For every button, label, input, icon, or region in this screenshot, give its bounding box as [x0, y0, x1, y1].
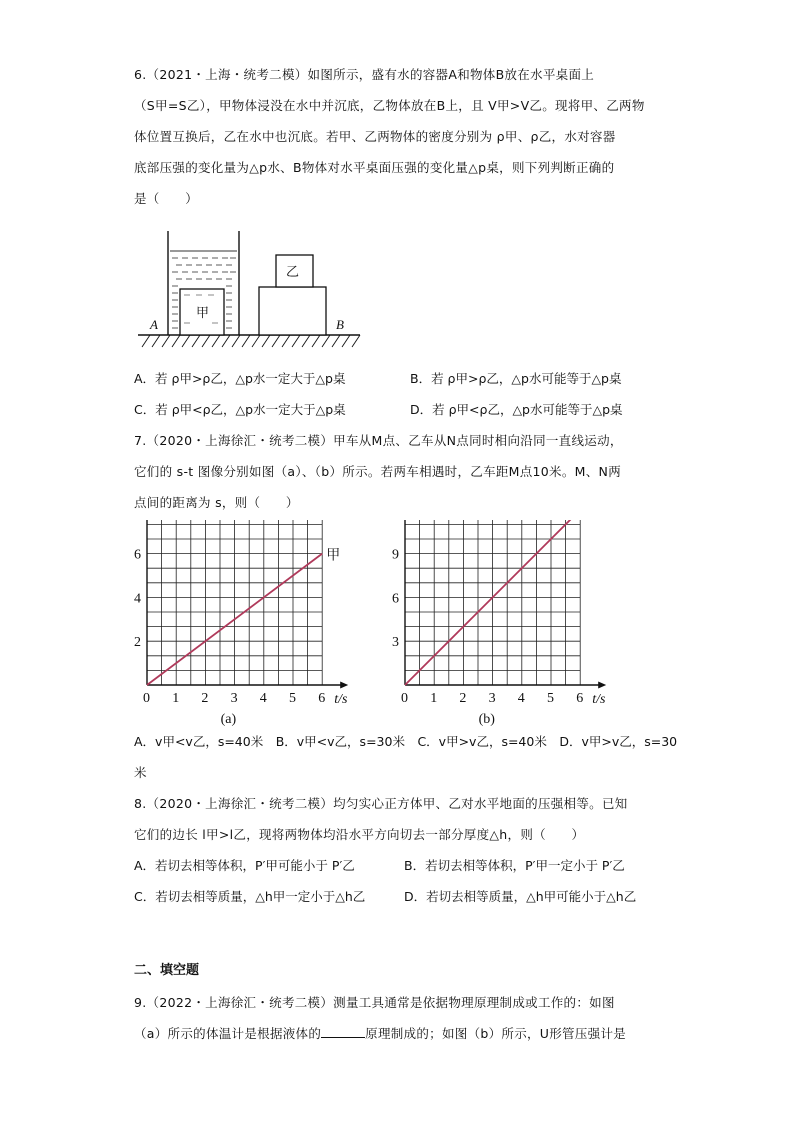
x-tick-label: 3	[488, 691, 496, 706]
y-tick-label: 4	[134, 591, 141, 607]
q6-option-b: B．若 ρ甲>ρ乙，△p水可能等于△p桌	[410, 371, 622, 386]
x-axis-arrow	[598, 682, 606, 689]
q6-line-1: 6.（2021・上海・统考二模）如图所示，盛有水的容器A和物体B放在水平桌面上	[134, 67, 595, 82]
section-title: 二、填空题	[134, 963, 200, 978]
q6-option-c: C．若 ρ甲<ρ乙，△p水一定大于△p桌	[134, 402, 346, 417]
q9-line-2-part-a: （a）所示的体温计是根据液体的	[134, 1026, 322, 1041]
object-b	[259, 287, 326, 335]
q7-line-1: 7.（2020・上海徐汇・统考二模）甲车从M点、乙车从N点同时相向沿同一直线运动，	[134, 433, 623, 448]
x-tick-label: 0	[143, 691, 150, 706]
x-tick-label: 4	[517, 691, 525, 706]
q6-line-3: 体位置互换后，乙在水中也沉底。若甲、乙两物体的密度分别为 ρ甲、ρ乙，水对容器	[134, 129, 616, 144]
q9-line-1: 9.（2022・上海徐汇・统考二模）测量工具通常是依据物理原理制成或工作的：如图	[134, 995, 615, 1010]
q8-line-2: 它们的边长 l甲>l乙，现将两物体均沿水平方向切去一部分厚度△h，则（ ）	[134, 827, 585, 842]
label-b: B	[336, 317, 344, 332]
q6-option-d: D．若 ρ甲<ρ乙，△p水可能等于△p桌	[410, 402, 623, 417]
q7-options-line-2: 米	[134, 765, 147, 780]
y-tick-label: 9	[392, 547, 399, 563]
grid	[405, 520, 580, 685]
q9-line-2-part-b: 原理制成的；如图（b）所示，U形管压强计是	[365, 1026, 627, 1041]
q7-line-3: 点间的距离为 s，则（ ）	[134, 495, 299, 510]
q7-options-line-1: A．v甲<v乙，s=40米 B．v甲<v乙，s=30米 C．v甲>v乙，s=40米 D．v甲>v乙，s=30	[134, 734, 678, 749]
y-tick-label: 6	[134, 547, 141, 563]
q8-line-1: 8.（2020・上海徐汇・统考二模）均匀实心正方体甲、乙对水平地面的压强相等。已知	[134, 796, 628, 811]
chart-caption: (b)	[478, 712, 495, 727]
y-tick-label: 6	[392, 591, 399, 607]
y-tick-label: 2	[134, 635, 141, 651]
q9-line-2	[134, 1025, 626, 1043]
q8-option-a: A．若切去相等体积，P′甲可能小于 P′乙	[134, 858, 355, 873]
x-tick-label: 2	[459, 691, 467, 706]
q9-answer-blank[interactable]	[321, 1025, 365, 1038]
x-tick-label: 1	[430, 691, 438, 706]
q7-line-2: 它们的 s-t 图像分别如图（a）、（b）所示。若两车相遇时，乙车距M点10米。M、N两	[134, 464, 621, 479]
q6-line-5: 是（ ）	[134, 191, 199, 206]
x-tick-label: 0	[401, 691, 408, 706]
x-tick-label: 1	[172, 691, 180, 706]
x-tick-label: 6	[318, 691, 326, 706]
series-label: 甲	[326, 548, 341, 564]
grid	[147, 520, 322, 685]
x-tick-label: 4	[259, 691, 267, 706]
q8-option-d: D．若切去相等质量，△h甲可能小于△h乙	[404, 889, 637, 904]
ground-hatching	[142, 335, 360, 347]
q8-option-b: B．若切去相等体积，P′甲一定小于 P′乙	[404, 858, 625, 873]
label-a: A	[150, 317, 158, 332]
block-jia-label: 甲	[196, 305, 210, 320]
q6-line-2: （S甲=S乙），甲物体浸没在水中并沉底，乙物体放在B上，且 V甲>V乙。现将甲、乙两物	[134, 98, 645, 113]
x-tick-label: 6	[576, 691, 584, 706]
x-axis-label: t/s	[334, 692, 348, 707]
chart-a	[120, 520, 360, 730]
y-tick-label: 3	[392, 635, 399, 651]
x-tick-label: 5	[547, 691, 554, 706]
chart-b	[378, 520, 628, 730]
chart-caption: (a)	[220, 712, 237, 727]
q6-option-a: A．若 ρ甲>ρ乙，△p水一定大于△p桌	[134, 371, 346, 386]
x-tick-label: 2	[201, 691, 209, 706]
x-axis-arrow	[340, 682, 348, 689]
x-tick-label: 5	[289, 691, 296, 706]
q8-option-c: C．若切去相等质量，△h甲一定小于△h乙	[134, 889, 366, 904]
x-axis-label: t/s	[592, 692, 606, 707]
q6-figure	[134, 225, 364, 353]
x-tick-label: 3	[230, 691, 238, 706]
q6-line-4: 底部压强的变化量为△p水、B物体对水平桌面压强的变化量△p桌，则下列判断正确的	[134, 160, 615, 175]
block-yi-label: 乙	[286, 264, 300, 279]
